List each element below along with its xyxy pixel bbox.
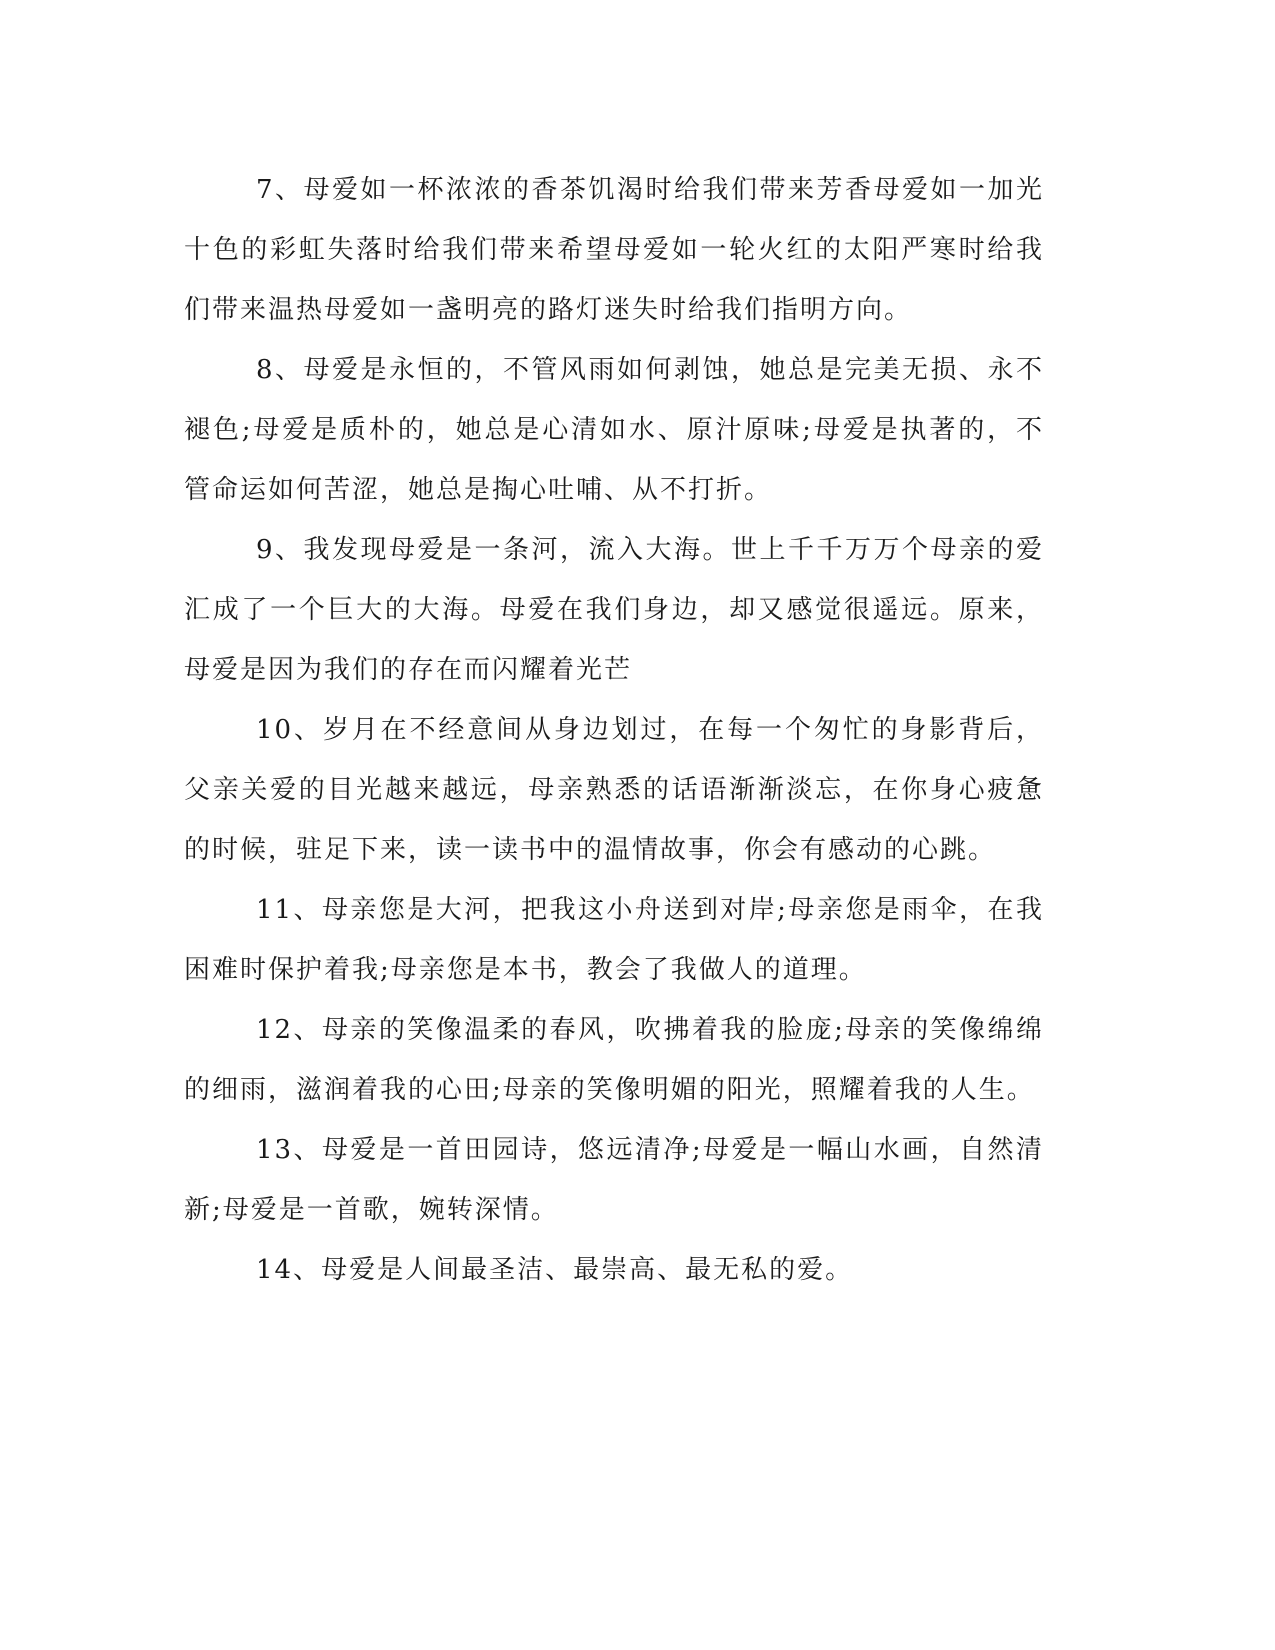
document-body xyxy=(184,160,1044,1300)
paragraph-13: 13、母爱是一首田园诗，悠远清净;母爱是一幅山水画，自然清新;母爱是一首歌，婉转深情。 xyxy=(184,1135,1044,1225)
paragraph-10: 10、岁月在不经意间从身边划过，在每一个匆忙的身影背后，父亲关爱的目光越来越远，母亲熟悉的话语渐渐淡忘，在你身心疲惫的时候，驻足下来，读一读书中的温情故事，你会有感动的心跳。 xyxy=(184,715,1044,865)
paragraph-8: 8、母爱是永恒的，不管风雨如何剥蚀，她总是完美无损、永不褪色;母爱是质朴的，她总是心清如水、原汁原味;母爱是执著的，不管命运如何苦涩，她总是掏心吐哺、从不打折。 xyxy=(184,355,1044,505)
paragraph-9: 9、我发现母爱是一条河，流入大海。世上千千万万个母亲的爱汇成了一个巨大的大海。母爱在我们身边，却又感觉很遥远。原来，母爱是因为我们的存在而闪耀着光芒 xyxy=(184,535,1044,685)
paragraph-11: 11、母亲您是大河，把我这小舟送到对岸;母亲您是雨伞，在我困难时保护着我;母亲您是本书，教会了我做人的道理。 xyxy=(184,895,1044,985)
paragraph-12: 12、母亲的笑像温柔的春风，吹拂着我的脸庞;母亲的笑像绵绵的细雨，滋润着我的心田;母亲的笑像明媚的阳光，照耀着我的人生。 xyxy=(184,1015,1044,1105)
paragraph-14: 14、母爱是人间最圣洁、最崇高、最无私的爱。 xyxy=(256,1255,854,1285)
paragraph-7: 7、母爱如一杯浓浓的香茶饥渴时给我们带来芳香母爱如一加光十色的彩虹失落时给我们带来希望母爱如一轮火红的太阳严寒时给我们带来温热母爱如一盏明亮的路灯迷失时给我们指明方向。 xyxy=(184,175,1044,325)
